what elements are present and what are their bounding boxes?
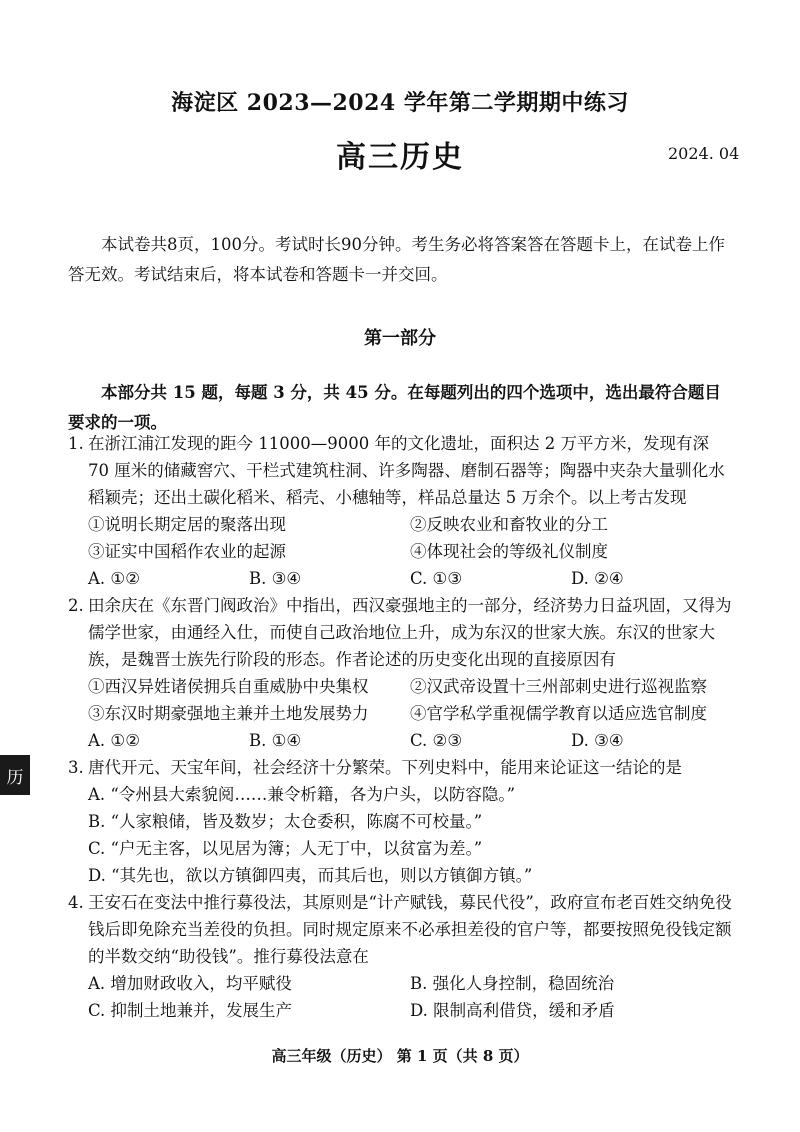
- question-1: [68, 430, 732, 592]
- choice-a: A. ①②: [88, 569, 140, 588]
- question-2: [68, 592, 732, 754]
- question-number: 4.: [68, 893, 84, 912]
- choice-group: [68, 970, 732, 1024]
- choice-b: B. ③④: [249, 569, 302, 588]
- choice-c: C. 抑制土地兼并，发展生产: [88, 1001, 293, 1020]
- choice-d: D. ②④: [571, 569, 624, 588]
- choice-a: A. 增加财政收入，均平赋役: [88, 974, 292, 993]
- statement: ③东汉时期豪强地主兼并土地发展势力: [88, 704, 369, 723]
- exam-instructions: 本试卷共8页，100分。考试时长90分钟。考生务必将答案答在答题卡上，在试卷上作答无效。考试结束后，将本试卷和答题卡一并交回。: [68, 235, 725, 284]
- exam-date: 2024. 04: [668, 144, 740, 163]
- question-3: [68, 754, 732, 889]
- question-text: 唐代开元、天宝年间，社会经济十分繁荣。下列史料中，能用来论证这一结论的是: [88, 758, 682, 777]
- statement: ②反映农业和畜牧业的分工: [410, 515, 608, 534]
- question-4: [68, 889, 732, 1024]
- statement: ③证实中国稻作农业的起源: [88, 542, 286, 561]
- choice-b: B. 强化人身控制，稳固统治: [410, 974, 615, 993]
- question-text: 在浙江浦江发现的距今 11000—9000 年的文化遗址，面积达 2 万平方米，发现有深 70 厘米的储藏窖穴、干栏式建筑柱洞、许多陶器、磨制石器等；陶器中夹杂大量驯化水稻颖壳；还出土碳化稻米、稻壳、小穗轴等，样品总量达 5 万余个。以上考古发现: [88, 434, 725, 507]
- choice-c: C. ①③: [410, 569, 463, 588]
- part-description: 本部分共 15 题，每题 3 分，共 45 分。在每题列出的四个选项中，选出最符合题目要求的一项。: [68, 383, 721, 432]
- question-number: 2.: [68, 596, 84, 615]
- choice-b: B. ①④: [249, 731, 302, 750]
- statement: ②汉武帝设置十三州部刺史进行巡视监察: [410, 677, 707, 696]
- question-stem: [68, 430, 732, 511]
- exam-title: 海淀区 2023—2024 学年第二学期期中练习: [171, 90, 629, 116]
- choice-group: [68, 781, 732, 889]
- statement-group: [68, 673, 732, 727]
- choice-group: [68, 565, 732, 592]
- question-list: [68, 430, 732, 1024]
- choice-a: A. ①②: [88, 731, 140, 750]
- statement: ①说明长期定居的聚落出现: [88, 515, 286, 534]
- choice-d: D. “其先也，欲以方镇御四夷，而其后也，则以方镇御方镇。”: [88, 866, 533, 885]
- statement: ④官学私学重视儒学教育以适应选官制度: [410, 704, 707, 723]
- question-number: 1.: [68, 434, 84, 453]
- choice-b: B. “人家粮储，皆及数岁；太仓委积，陈腐不可校量。”: [88, 812, 483, 831]
- question-text: 田余庆在《东晋门阀政治》中指出，西汉豪强地主的一部分，经济势力日益巩固，又得为儒学世家，由通经入仕，而使自己政治地位上升，成为东汉的世家大族。东汉的世家大族，是魏晋士族先行阶段的形态。作者论述的历史变化出现的直接原因有: [88, 596, 732, 669]
- choice-d: D. ③④: [571, 731, 624, 750]
- choice-c: C. ②③: [410, 731, 463, 750]
- question-stem: [68, 889, 732, 970]
- part-title: 第一部分: [364, 328, 436, 349]
- choice-c: C. “户无主客，以见居为簿；人无丁中，以贫富为差。”: [88, 839, 483, 858]
- statement: ①西汉异姓诸侯拥兵自重威胁中央集权: [88, 677, 369, 696]
- question-stem: [68, 754, 732, 781]
- question-stem: [68, 592, 732, 673]
- choice-d: D. 限制高利借贷，缓和矛盾: [410, 1001, 615, 1020]
- statement: ④体现社会的等级礼仪制度: [410, 542, 608, 561]
- question-number: 3.: [68, 758, 84, 777]
- question-text: 王安石在变法中推行募役法，其原则是“计产赋钱，募民代役”，政府宣布老百姓交纳免役钱后即免除充当差役的负担。同时规定原来不必承担差役的官户等，都要按照免役钱定额的半数交纳“助役钱”。推行募役法意在: [88, 893, 732, 966]
- page-footer: 高三年级（历史） 第 1 页（共 8 页）: [271, 1047, 529, 1065]
- choice-a: A. “令州县大索貌阅……兼令析籍，各为户头，以防容隐。”: [88, 785, 516, 804]
- statement-group: [68, 511, 732, 565]
- subject-title: 高三历史: [336, 140, 464, 175]
- choice-group: [68, 727, 732, 754]
- subject-side-tab: 历: [0, 755, 30, 795]
